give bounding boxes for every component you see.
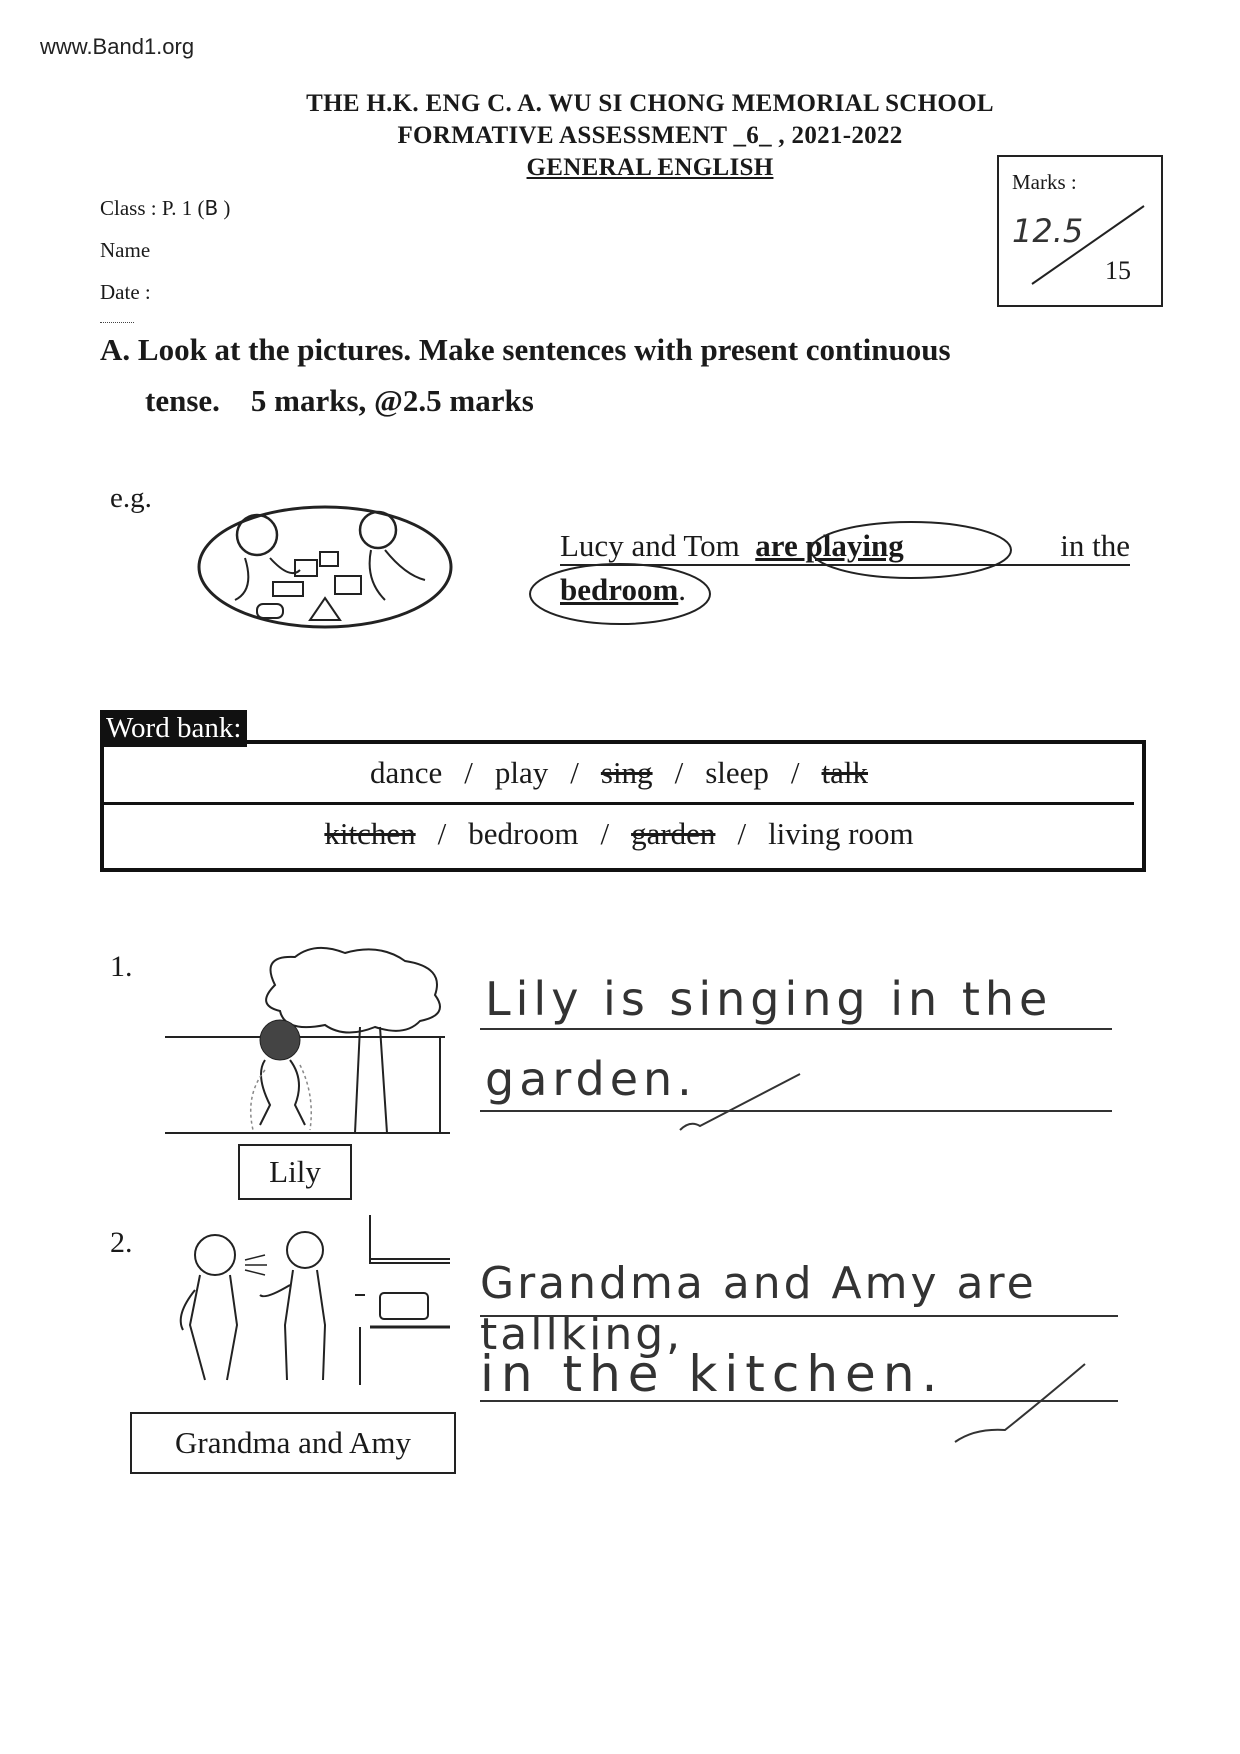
word-sing: sing [600, 755, 653, 790]
date-label: Date : [100, 280, 151, 304]
word-play: play [494, 755, 549, 790]
word-talk: talk [821, 755, 869, 790]
question-2-answer-1: Grandma and Amy are tallking, [480, 1258, 1037, 1360]
example-place-circle [525, 560, 725, 628]
date-underline [100, 322, 134, 323]
word-living-room: living room [768, 816, 914, 851]
word-sleep: sleep [705, 755, 769, 790]
question-1-answer-1: Lily is singing in the [485, 972, 1053, 1026]
class-close: ) [223, 196, 231, 220]
class-value: B [204, 196, 219, 220]
marks-label: Marks : [1012, 170, 1077, 194]
separator: / [737, 816, 747, 851]
example-part2: in the [1060, 528, 1130, 563]
question-1-answer-line-1 [480, 1028, 1112, 1030]
word-kitchen: kitchen [324, 816, 416, 851]
name-label: Name [100, 238, 151, 262]
class-label: Class : P. 1 ( [100, 196, 205, 220]
marks-slash [1020, 200, 1150, 290]
example-verb-circle [806, 518, 1016, 582]
question-2-answer-2: in the kitchen. [480, 1345, 945, 1403]
word-bank-row-2 [104, 805, 1134, 863]
marks-total: 15 [1105, 256, 1131, 285]
separator: / [600, 816, 610, 851]
separator: / [790, 755, 800, 790]
class-field [100, 196, 230, 221]
question-1-tick [670, 1070, 810, 1140]
subject-title: GENERAL ENGLISH [526, 154, 774, 181]
question-1-number: 1. [110, 950, 133, 983]
question-1-picture [165, 945, 455, 1145]
marks-score: 12.5 [1012, 212, 1084, 250]
separator: / [570, 755, 579, 790]
question-2-subject: Grandma and Amy [130, 1412, 456, 1474]
question-2-number: 2. [110, 1226, 133, 1259]
example-place: bedroom [560, 572, 679, 607]
question-1-answer-2: garden. [485, 1052, 697, 1106]
assessment-title: FORMATIVE ASSESSMENT _6_ , 2021-2022 [397, 122, 903, 149]
section-a-instruction: A. Look at the pictures. Make sentences with present continuous [100, 332, 951, 367]
example-part1: Lucy and Tom [560, 528, 740, 563]
example-label: e.g. [110, 482, 152, 514]
question-2-picture [165, 1215, 455, 1390]
word-garden: garden [631, 816, 716, 851]
word-bedroom: bedroom [468, 816, 579, 851]
example-verb: are playing [755, 528, 904, 563]
question-2-tick [945, 1358, 1095, 1448]
example-end: . [678, 572, 687, 607]
word-bank-title: Word bank: [100, 710, 247, 747]
word-dance: dance [369, 755, 443, 790]
separator: / [674, 755, 684, 790]
word-bank-row-1 [104, 744, 1134, 805]
school-name: THE H.K. ENG C. A. WU SI CHONG MEMORIAL SCHOOL [306, 90, 994, 117]
question-1-subject: Lily [238, 1144, 352, 1200]
separator: / [437, 816, 447, 851]
separator: / [464, 755, 473, 790]
watermark: www.Band1.org [40, 34, 195, 59]
section-a-marks: tense. 5 marks, @2.5 marks [145, 383, 534, 418]
example-picture [195, 500, 460, 635]
